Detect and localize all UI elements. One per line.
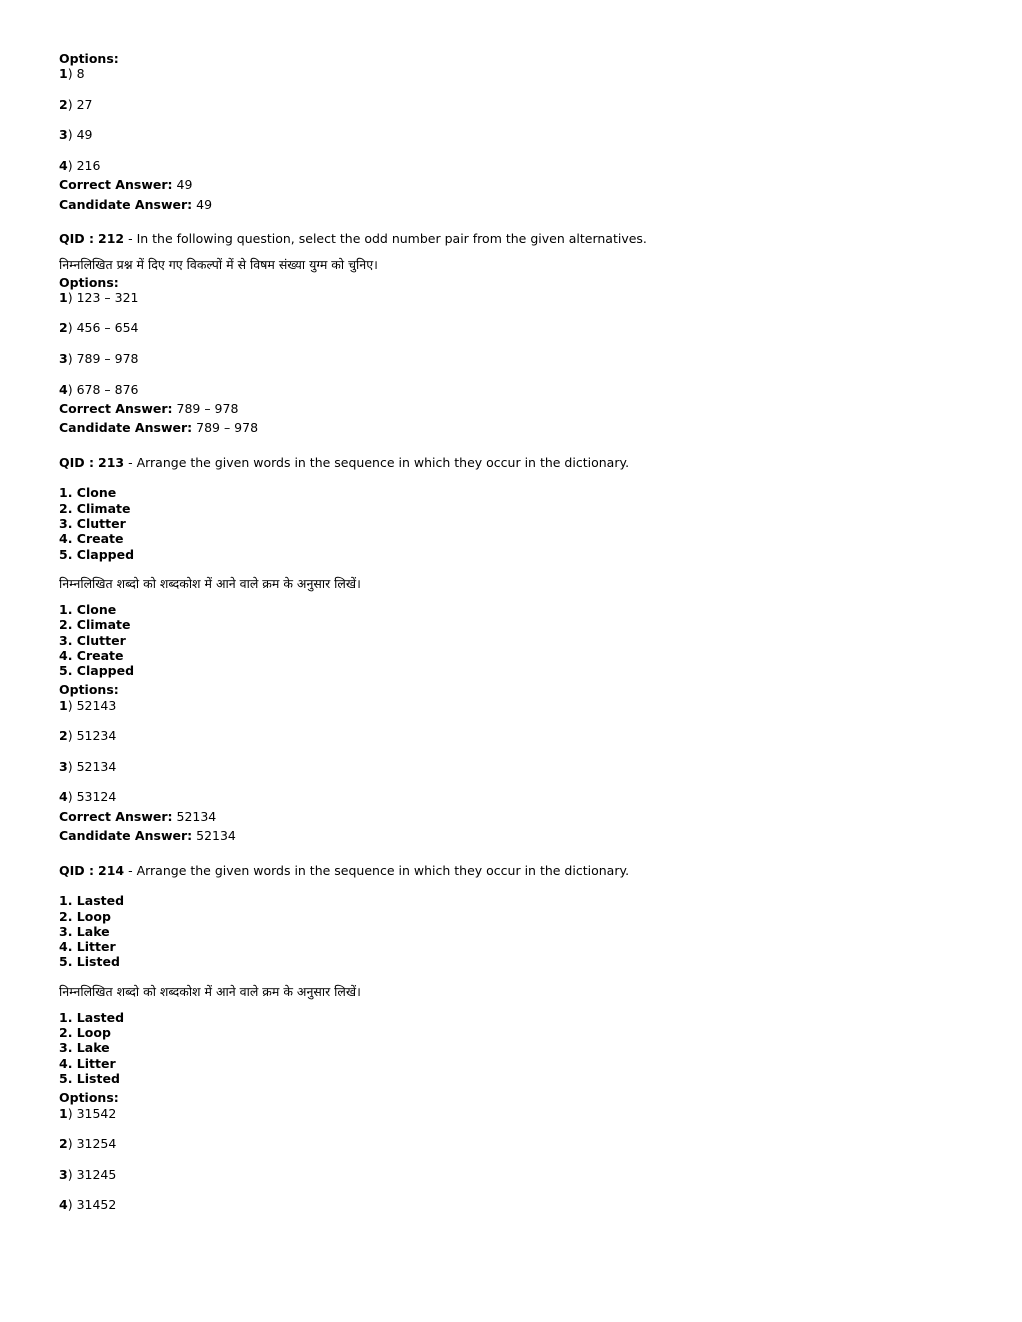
correct-answer: Correct Answer: 49 xyxy=(59,177,193,193)
word-list-item: 5. Listed xyxy=(59,1070,120,1086)
options-label: Options: xyxy=(59,1090,119,1106)
word-list-item: 1. Lasted xyxy=(59,893,125,909)
option-1: 1) 123 – 321 xyxy=(59,289,139,305)
option-3: 3) 789 – 978 xyxy=(59,351,139,367)
option-4: 4) 216 xyxy=(59,158,101,174)
word-list-item: 1. Lasted xyxy=(59,1009,125,1025)
word-list-item: 5. Listed xyxy=(59,954,120,970)
option-2: 2) 456 – 654 xyxy=(59,320,139,336)
word-list-item: 1. Clone xyxy=(59,485,117,501)
option-3: 3) 52134 xyxy=(59,758,117,774)
question-text-hindi: निम्नलिखित शब्दो को शब्दकोश में आने वाले क्रम के अनुसार लिखें। xyxy=(59,983,361,999)
word-list-item: 4. Create xyxy=(59,531,124,547)
question-214 xyxy=(59,863,979,1213)
options-label: Options: xyxy=(59,274,119,290)
option-1: 1) 31542 xyxy=(59,1105,117,1121)
word-list-item: 3. Clutter xyxy=(59,632,126,648)
option-3: 3) 31245 xyxy=(59,1166,117,1182)
option-1: 1) 8 xyxy=(59,66,85,82)
word-list-item: 5. Clapped xyxy=(59,546,135,562)
question-211 xyxy=(59,51,979,212)
word-list-item: 1. Clone xyxy=(59,601,117,617)
word-list-item: 5. Clapped xyxy=(59,663,135,679)
word-list-item: 2. Climate xyxy=(59,500,131,516)
correct-answer: Correct Answer: 789 – 978 xyxy=(59,400,239,416)
option-4: 4) 678 – 876 xyxy=(59,381,139,397)
word-list-item: 2. Loop xyxy=(59,908,111,924)
word-list-item: 4. Litter xyxy=(59,939,116,955)
question-text-hindi: निम्नलिखित प्रश्न में दिए गए विकल्पों में से विषम संख्या युग्म को चुनिए। xyxy=(59,256,378,272)
question-213 xyxy=(59,455,979,844)
option-3: 3) 49 xyxy=(59,127,93,143)
word-list-item: 3. Lake xyxy=(59,1040,110,1056)
question-212 xyxy=(59,231,979,435)
options-label: Options: xyxy=(59,51,119,66)
candidate-answer: Candidate Answer: 49 xyxy=(59,196,213,212)
question-text-hindi: निम्नलिखित शब्दो को शब्दकोश में आने वाले क्रम के अनुसार लिखें। xyxy=(59,575,361,591)
option-1: 1) 52143 xyxy=(59,697,117,713)
word-list-item: 3. Clutter xyxy=(59,516,126,532)
option-2: 2) 51234 xyxy=(59,728,117,744)
word-list-item: 4. Create xyxy=(59,647,124,663)
question-text: QID : 213 - Arrange the given words in the sequence in which they occur in the dictionary. xyxy=(59,454,630,470)
word-list-item: 2. Climate xyxy=(59,617,131,633)
word-list-item: 3. Lake xyxy=(59,923,110,939)
option-2: 2) 31254 xyxy=(59,1136,117,1152)
option-4: 4) 31452 xyxy=(59,1197,117,1213)
option-2: 2) 27 xyxy=(59,96,93,112)
document-page xyxy=(59,51,979,1213)
option-4: 4) 53124 xyxy=(59,789,117,805)
options-label: Options: xyxy=(59,682,119,698)
candidate-answer: Candidate Answer: 52134 xyxy=(59,828,236,844)
candidate-answer: Candidate Answer: 789 – 978 xyxy=(59,420,259,436)
word-list-item: 2. Loop xyxy=(59,1025,111,1041)
question-text: QID : 214 - Arrange the given words in the sequence in which they occur in the dictionary. xyxy=(59,862,630,878)
correct-answer: Correct Answer: 52134 xyxy=(59,808,217,824)
question-text: QID : 212 - In the following question, select the odd number pair from the given alternatives. xyxy=(59,231,647,247)
word-list-item: 4. Litter xyxy=(59,1055,116,1071)
